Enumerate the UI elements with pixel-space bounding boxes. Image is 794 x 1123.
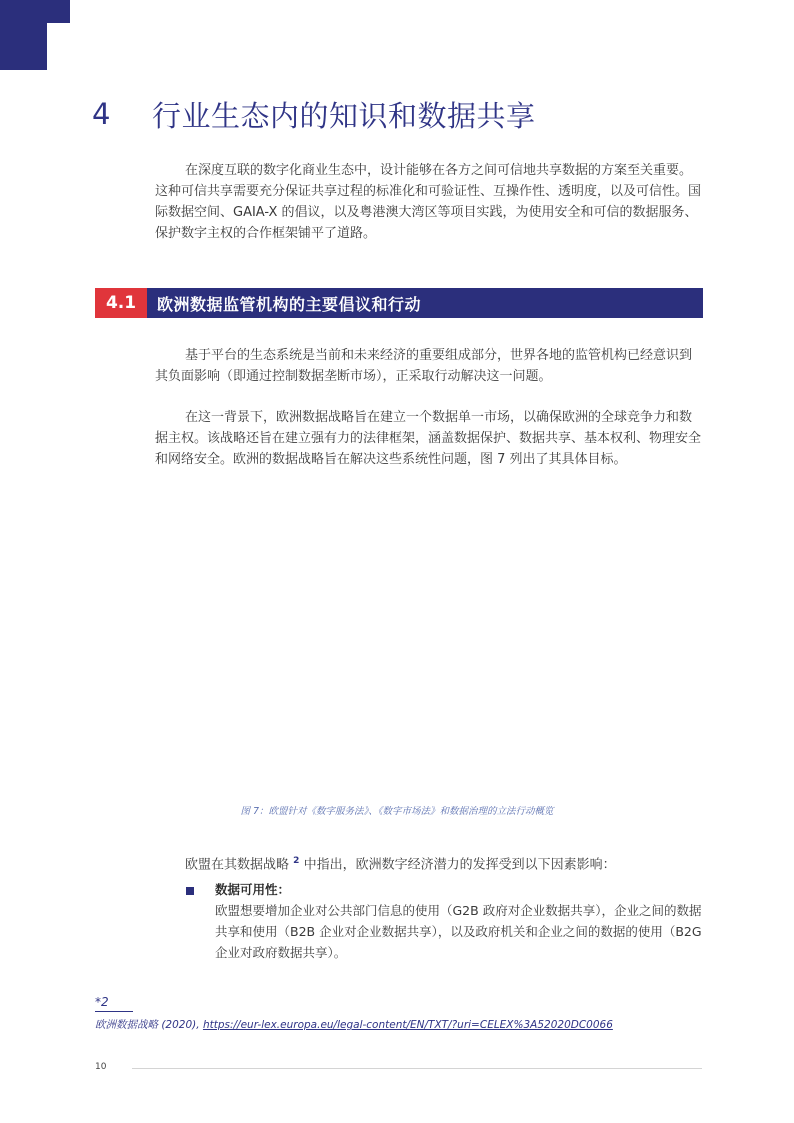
bullet-square-icon xyxy=(186,887,194,895)
footnote-rule xyxy=(95,1011,133,1012)
page-number: 10 xyxy=(95,1062,107,1072)
corner-decoration-block xyxy=(0,0,47,70)
bullet-body: 欧盟想要增加企业对公共部门信息的使用（G2B 政府对企业数据共享），企业之间的数据共享和使用（B2B 企业对企业数据共享），以及政府机关和企业之间的数据的使用（B2G 企业对政府数据共享）。 xyxy=(215,903,702,960)
footnote-source: 欧洲数据战略 (2020), xyxy=(95,1019,203,1031)
paragraph-3-before: 欧盟在其数据战略 xyxy=(185,857,290,873)
chapter-number: 4 xyxy=(92,97,111,131)
intro-paragraph xyxy=(155,160,703,244)
figure-caption: 图 7：欧盟针对《数字服务法》、《数字市场法》和数据治理的立法行动概览 xyxy=(240,806,554,817)
section-number: 4.1 xyxy=(95,288,147,318)
section-title: 欧洲数据监管机构的主要倡议和行动 xyxy=(147,288,703,318)
bullet-title: 数据可用性： xyxy=(215,882,291,897)
footnote-text xyxy=(95,1017,613,1032)
chapter-title: 行业生态内的知识和数据共享 xyxy=(152,98,536,133)
paragraph-1-text: 基于平台的生态系统是当前和未来经济的重要组成部分，世界各地的监管机构已经意识到其负面影响（即通过控制数据垄断市场），正采取行动解决这一问题。 xyxy=(155,348,693,384)
paragraph-2-text: 在这一背景下，欧洲数据战略旨在建立一个数据单一市场，以确保欧洲的全球竞争力和数据主权。该战略还旨在建立强有力的法律框架，涵盖数据保护、数据共享、基本权利、物理安全和网络安全。欧洲的数据战略旨在解决这些系统性问题，图 7 列出了其具体目标。 xyxy=(155,410,702,467)
paragraph-3-after: 中指出，欧洲数字经济潜力的发挥受到以下因素影响： xyxy=(303,857,616,873)
footnote-marker: *2 xyxy=(95,995,109,1009)
chapter-heading xyxy=(92,92,536,136)
intro-text: 在深度互联的数字化商业生态中，设计能够在各方之间可信地共享数据的方案至关重要。这种可信共享需要充分保证共享过程的标准化和可验证性、互操作性、透明度，以及可信性。国际数据空间、GAIA-X 的倡议，以及粤港澳大湾区等项目实践，为使用安全和可信的数据服务、保护数字主权的合作框架铺平了道路。 xyxy=(155,163,702,241)
footnote-reference[interactable]: 2 xyxy=(293,856,300,866)
figure-7-placeholder xyxy=(95,480,703,795)
paragraph-3 xyxy=(155,851,703,875)
corner-decoration-square xyxy=(47,0,70,23)
paragraph-1 xyxy=(155,345,703,387)
section-heading-bar xyxy=(95,288,703,318)
footer-divider xyxy=(132,1068,702,1069)
paragraph-2 xyxy=(155,407,703,470)
footnote-link[interactable]: https://eur-lex.europa.eu/legal-content/EN/TXT/?uri=CELEX%3A52020DC0066 xyxy=(202,1019,613,1031)
